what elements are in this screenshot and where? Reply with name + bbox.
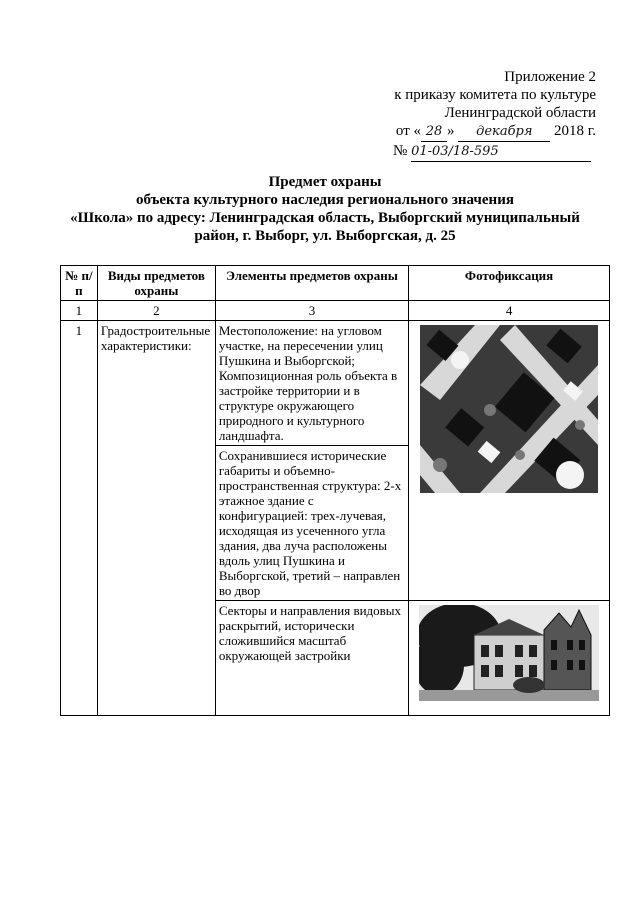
table-row (61, 321, 610, 446)
col-header-kinds: Виды предметов охраны (97, 266, 215, 301)
row-kind: Градостроительные характеристики: (97, 321, 215, 716)
aerial-photo-image (420, 325, 598, 493)
colnum-2: 2 (97, 301, 215, 321)
table-colnum-row (61, 301, 610, 321)
element-views: Секторы и направления видовых раскрытий, исторически сложившийся масштаб окружающей застройки (215, 601, 408, 716)
colnum-4: 4 (409, 301, 610, 321)
street-photo-image (419, 605, 599, 701)
colnum-1: 1 (61, 301, 98, 321)
appendix-region: Ленинградской области (444, 105, 596, 121)
photo-aerial-cell (409, 321, 610, 601)
title-line-1: Предмет охраны (268, 174, 382, 190)
colnum-3: 3 (215, 301, 408, 321)
row-num: 1 (61, 321, 98, 716)
element-location: Местоположение: на угловом участке, на пересечении улиц Пушкина и Выборгской; Композиционная роль объекта в застройке территории и в структуре окружающего природного и культурного ландшафта. (215, 321, 408, 446)
document-title (40, 173, 610, 245)
number-value: 01-03/18-595 (411, 143, 591, 162)
appendix-title: Приложение 2 (504, 69, 596, 85)
col-header-photo: Фотофиксация (409, 266, 610, 301)
appendix-number: № 01-03/18-595 (356, 142, 596, 162)
table-header-row (61, 266, 610, 301)
appendix-order-ref: к приказу комитета по культуре (394, 87, 596, 103)
date-month: декабря (458, 123, 550, 142)
date-day: 28 (421, 123, 447, 142)
title-line-3: «Школа» по адресу: Ленинградская область, Выборгский муниципальный (70, 210, 580, 226)
photo-street-cell (409, 601, 610, 716)
appendix-date: от « 28 » декабря 2018 г. (356, 122, 596, 142)
appendix-header (356, 68, 596, 162)
date-year: 2018 г. (554, 123, 596, 139)
col-header-num: № п/п (61, 266, 98, 301)
protection-table (60, 265, 610, 716)
title-line-4: район, г. Выборг, ул. Выборгская, д. 25 (194, 228, 456, 244)
col-header-elements: Элементы предметов охраны (215, 266, 408, 301)
element-structure: Сохранившиеся исторические габариты и объемно-пространственная структура: 2-х этажное здание с конфигурацией: трех-лучевая, исходящая из усеченного угла здания, два луча расположены вдоль улиц Пушкина и Выборгской, третий – направлен во двор (215, 446, 408, 601)
title-line-2: объекта культурного наследия регионального значения (136, 192, 514, 208)
